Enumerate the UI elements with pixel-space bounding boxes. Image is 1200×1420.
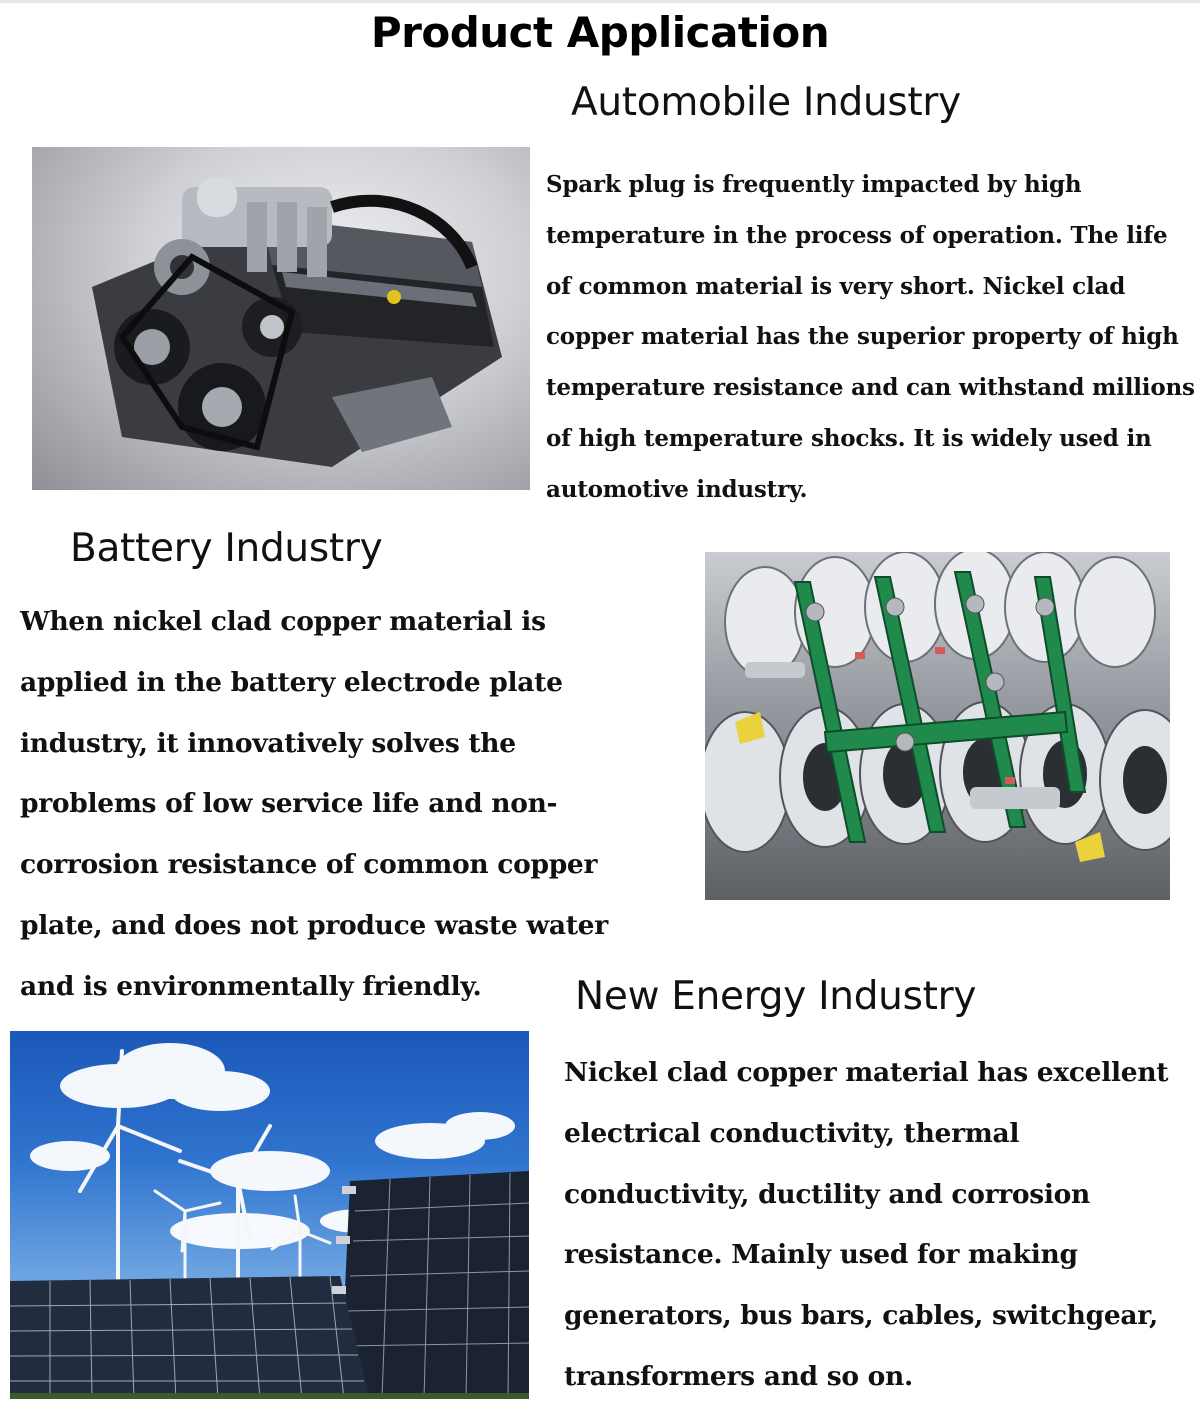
new-energy-heading: New Energy Industry [575,974,977,1019]
battery-pack-illustration [705,552,1170,900]
new-energy-description: Nickel clad copper material has excellent electrical conductivity, thermal conductivity, ductility and corrosion resistance. Mainly used for making generators, bus bars, cables, switchgear, transformers and so on. [564,1057,1169,1392]
engine-image [32,147,530,490]
wind-solar-illustration [10,1031,529,1399]
automobile-description: Spark plug is frequently impacted by high temperature in the process of operation. The life of common material is very short. Nickel clad copper material has the superior property of high temperature resistance and can withstand millions of high temperature shocks. It is widely used in automotive industry. [546,171,1195,503]
top-divider [0,0,1200,3]
automobile-heading: Automobile Industry [571,80,961,125]
engine-illustration [32,147,530,490]
battery-description: When nickel clad copper material is applied in the battery electrode plate industry, it innovatively solves the problems of low service life and non-corrosion resistance of common copper plate, and does not produce waste water and is environmentally friendly. [20,606,608,1002]
page-title: Product Application [370,8,830,57]
battery-heading: Battery Industry [70,526,383,571]
battery-pack-image [705,552,1170,900]
wind-solar-image [10,1031,529,1399]
